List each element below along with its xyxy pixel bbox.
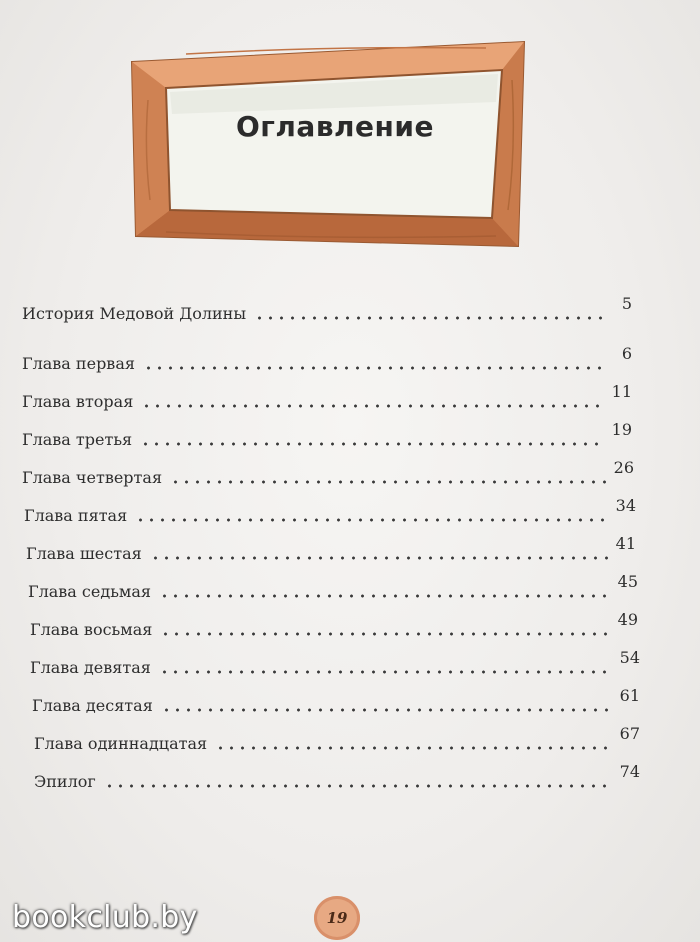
- toc-entry-title: Эпилог: [34, 772, 96, 791]
- toc-entry-page: 41: [615, 534, 636, 553]
- toc-entry-page: 67: [619, 724, 640, 743]
- toc-entry: [22, 458, 634, 488]
- dot-leader: [143, 366, 604, 370]
- dot-leader: [150, 556, 608, 560]
- toc-entry-page: 19: [611, 420, 632, 439]
- toc-entry-title: Глава третья: [22, 430, 133, 449]
- wooden-frame-icon: [126, 40, 530, 252]
- toc-entry-page: 6: [621, 344, 632, 363]
- dot-leader: [104, 784, 612, 788]
- toc-entry-page: 34: [615, 496, 636, 515]
- watermark-text: bookclub.by: [12, 900, 198, 935]
- toc-entry-title: Глава четвертая: [22, 468, 163, 487]
- toc-entry-title: История Медовой Долины: [22, 304, 247, 323]
- page-title: Оглавление: [235, 110, 434, 143]
- dot-leader: [254, 316, 604, 320]
- dot-leader: [161, 708, 612, 712]
- toc-entry-title: Глава девятая: [30, 658, 151, 677]
- toc-entry-title: Глава вторая: [22, 392, 134, 411]
- toc-entry-page: 11: [611, 382, 632, 401]
- dot-leader: [135, 518, 608, 522]
- dot-leader: [141, 404, 604, 408]
- toc-entry-page: 45: [617, 572, 638, 591]
- toc-entry-page: 61: [619, 686, 640, 705]
- toc-entry-page: 26: [613, 458, 634, 477]
- toc-entry-title: Глава восьмая: [30, 620, 153, 639]
- dot-leader: [215, 746, 612, 750]
- dot-leader: [159, 670, 612, 674]
- toc-entry: [30, 648, 640, 678]
- toc-entry: [22, 382, 632, 412]
- page-number-badge: 19: [314, 896, 360, 940]
- dot-leader: [140, 442, 604, 446]
- toc-entry: [32, 686, 640, 716]
- toc-entry-title: Глава седьмая: [28, 582, 151, 601]
- toc-entry: [28, 572, 638, 602]
- toc-entry: [30, 610, 638, 640]
- toc-entry-title: Глава одиннадцатая: [34, 734, 208, 753]
- toc-entry: [34, 762, 640, 792]
- toc-entry: [22, 420, 632, 450]
- toc-entry: [22, 294, 632, 324]
- toc-entry: [22, 344, 632, 374]
- toc-entry-title: Глава шестая: [26, 544, 142, 563]
- toc-entry-page: 5: [621, 294, 632, 313]
- dot-leader: [170, 480, 606, 484]
- toc-entry-page: 54: [619, 648, 640, 667]
- dot-leader: [159, 594, 610, 598]
- dot-leader: [160, 632, 610, 636]
- toc-entry: [26, 534, 636, 564]
- toc-entry-page: 74: [619, 762, 640, 781]
- toc-entry-title: Глава десятая: [32, 696, 153, 715]
- toc-entry: [34, 724, 640, 754]
- toc-entry-title: Глава первая: [22, 354, 135, 373]
- toc-entry: [24, 496, 636, 526]
- toc-entry-title: Глава пятая: [24, 506, 128, 525]
- toc-entry-page: 49: [617, 610, 638, 629]
